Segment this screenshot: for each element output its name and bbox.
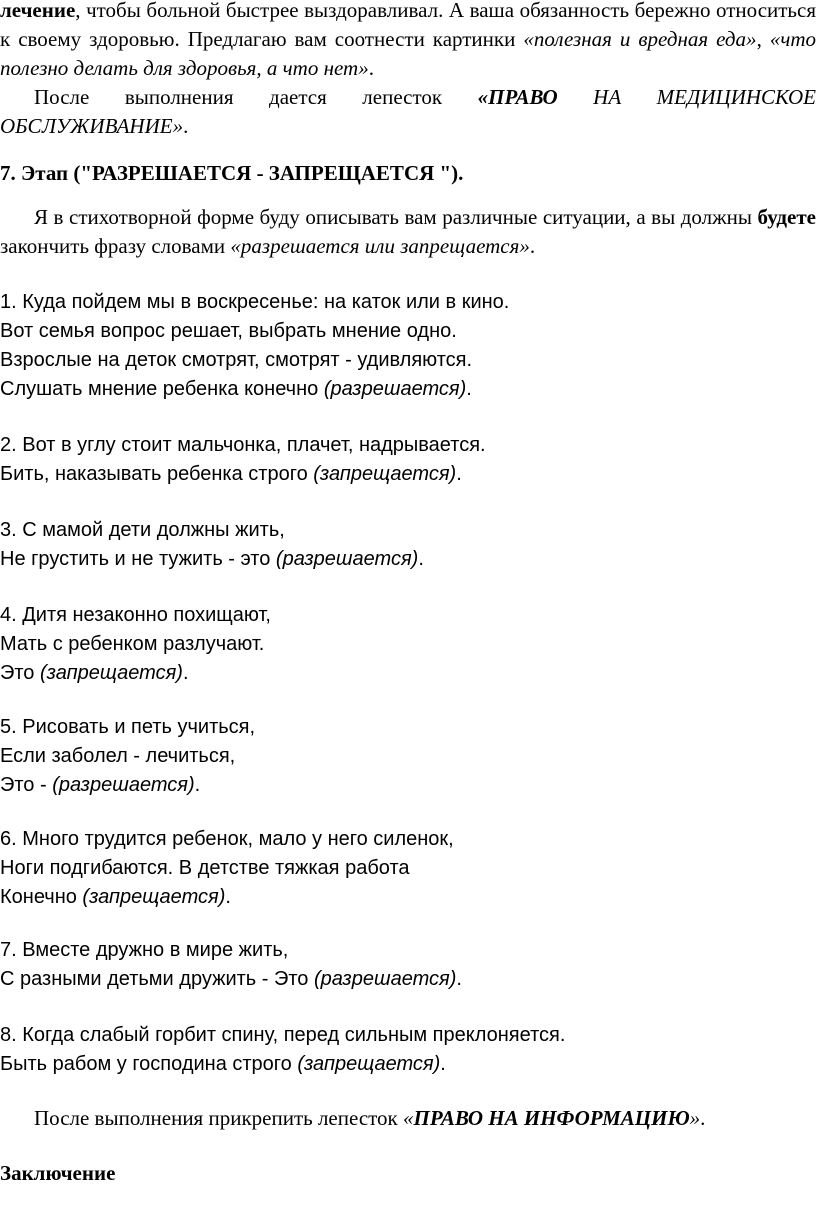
after-bold-italic: ПРАВО НА ИНФОРМАЦИЮ — [413, 1106, 690, 1130]
poem-line: Если заболел - лечиться, — [0, 745, 236, 767]
poem-line: 3. С мамой дети должны жить, — [0, 519, 285, 541]
poem-last-line — [0, 659, 271, 688]
intro-italic-2: «что полезно делать для здоровья, а что нет» — [0, 27, 816, 80]
petal-text: После выполнения дается лепесток — [34, 85, 478, 109]
poem-text: С разными детьми дружить - Это — [0, 968, 314, 990]
poem-answer: (разрешается) — [323, 378, 467, 400]
poem-last-line — [0, 1050, 565, 1079]
poem-6 — [0, 825, 454, 912]
desc-text-2: закончить фразу словами — [0, 234, 231, 258]
desc-end: . — [529, 234, 536, 258]
poem-answer: (запрещается) — [82, 886, 226, 908]
after-text: После выполнения прикрепить лепесток — [34, 1106, 404, 1130]
poem-line: 2. Вот в углу стоит мальчонка, плачет, надрывается. — [0, 434, 486, 456]
poem-text: Не грустить и не тужить - это — [0, 548, 276, 570]
after-quote-close: » — [689, 1106, 701, 1130]
poem-last-line — [0, 883, 454, 912]
intro-sep: , — [756, 27, 770, 51]
poem-line: Ноги подгибаются. В детстве тяжкая работа — [0, 857, 410, 879]
poem-last-line — [0, 545, 424, 574]
poem-line: Взрослые на деток смотрят, смотрят - удивляются. — [0, 349, 473, 371]
poem-last-line — [0, 771, 255, 800]
poem-answer: (разрешается) — [275, 548, 419, 570]
intro-text: , чтобы больной быстрее выздоравливал. А ваша обязанность бережно относиться к своему здоровью. Предлагаю вам соотнести картинки — [0, 0, 816, 51]
conclusion-heading: Заключение — [0, 1161, 116, 1185]
poem-line: 8. Когда слабый горбит спину, перед сильным преклоняется. — [0, 1024, 566, 1046]
desc-bold: будете — [757, 205, 816, 229]
poem-end: . — [440, 1053, 446, 1075]
poem-4 — [0, 601, 271, 688]
poem-8 — [0, 1021, 565, 1079]
poem-end: . — [456, 463, 462, 485]
poem-text: Быть рабом у господина строго — [0, 1053, 298, 1075]
intro-paragraph-2 — [0, 83, 816, 141]
petal-end: . — [183, 114, 189, 138]
poem-line: 6. Много трудится ребенок, мало у него силенок, — [0, 828, 454, 850]
after-end: . — [700, 1106, 706, 1130]
poem-text: Конечно — [0, 886, 83, 908]
poem-end: . — [418, 548, 424, 570]
poem-2 — [0, 431, 486, 489]
petal-bold: ПРАВО — [488, 85, 558, 109]
desc-italic: «разрешается или запрещается» — [230, 234, 530, 258]
poem-text: Слушать мнение ребенка конечно — [0, 378, 324, 400]
petal-quote-open: « — [477, 85, 489, 109]
poem-answer: (разрешается) — [52, 774, 195, 796]
poem-answer: (запрещается) — [313, 463, 457, 485]
poem-line: Мать с ребенком разлучают. — [0, 633, 265, 655]
poem-line: 1. Куда пойдем мы в воскресенье: на каток или в кино. — [0, 291, 510, 313]
poem-answer: (запрещается) — [40, 662, 183, 684]
poem-line: 4. Дитя незаконно похищают, — [0, 604, 271, 626]
intro-paragraph-1 — [0, 0, 816, 83]
poem-end: . — [466, 378, 472, 400]
intro-italic-1: «полезная и вредная еда» — [523, 27, 757, 51]
poem-text: Бить, наказывать ребенка строго — [0, 463, 314, 485]
poem-end: . — [194, 774, 201, 796]
poem-text: Это — [0, 662, 40, 684]
poem-7 — [0, 936, 462, 994]
poem-line: 5. Рисовать и петь учиться, — [0, 716, 256, 738]
intro-bold-word: лечение — [0, 0, 76, 22]
poem-end: . — [456, 968, 462, 990]
poem-end: . — [225, 886, 231, 908]
poem-end: . — [182, 662, 189, 684]
poem-last-line — [0, 460, 486, 489]
intro-end: . — [368, 56, 374, 80]
petal-italic: НА МЕДИЦИНСКОЕ ОБСЛУЖИВАНИЕ» — [0, 85, 816, 138]
after-paragraph — [0, 1104, 816, 1133]
after-quote-open: « — [403, 1106, 414, 1130]
poem-text: Это - — [0, 774, 53, 796]
stage-7-heading: 7. Этап ("РАЗРЕШАЕТСЯ - ЗАПРЕЩАЕТСЯ "). — [0, 161, 464, 185]
poem-answer: (разрешается) — [313, 968, 457, 990]
poem-3 — [0, 516, 424, 574]
poem-answer: (запрещается) — [297, 1053, 441, 1075]
poem-line: 7. Вместе дружно в мире жить, — [0, 939, 289, 961]
poem-last-line — [0, 965, 462, 994]
desc-text: Я в стихотворной форме буду описывать вам различные ситуации, а вы должны — [34, 205, 758, 229]
poem-line: Вот семья вопрос решает, выбрать мнение одно. — [0, 320, 457, 342]
poem-5 — [0, 713, 255, 800]
stage-7-description — [0, 203, 816, 261]
poem-1 — [0, 288, 509, 404]
poem-last-line — [0, 375, 509, 404]
